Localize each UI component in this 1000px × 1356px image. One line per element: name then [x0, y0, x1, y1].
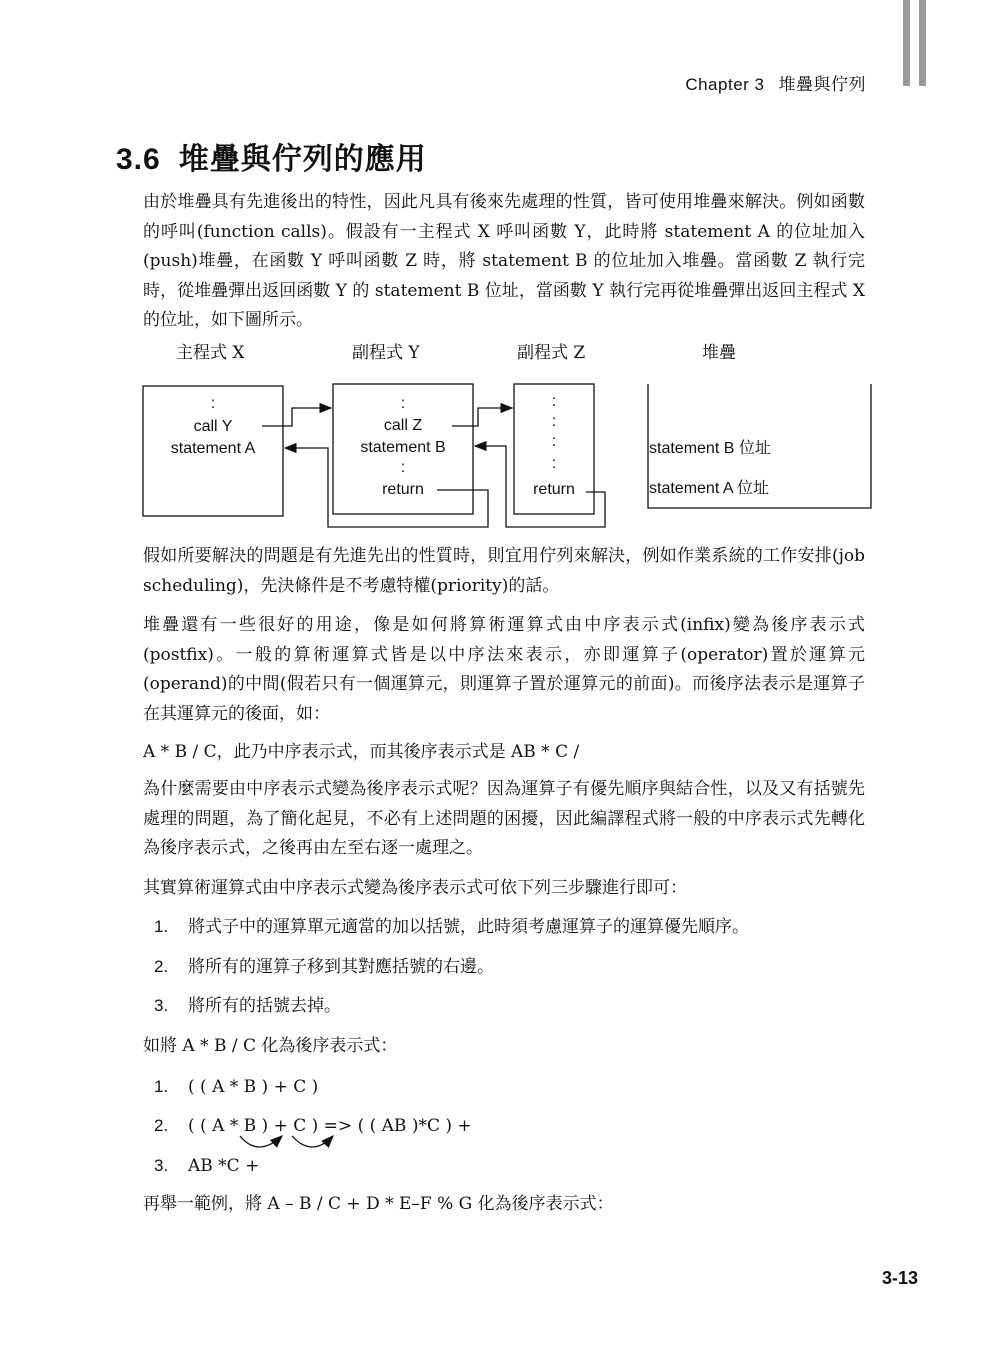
sub-y-statement-b: statement B [360, 439, 446, 456]
main-x-call-y: call Y [193, 418, 233, 435]
sub-y-call-z: call Z [383, 417, 423, 434]
figure-header-main: 主程式 X [176, 343, 245, 363]
queue-paragraph: 假如所要解決的問題是有先進先出的性質時，則宜用佇列來解決，例如作業系統的工作安排(job scheduling)，先決條件是不考慮特權(priority)的話。 [143, 546, 865, 596]
example-line: A * B / C，此乃中序表示式，而其後序表示式是 AB * C / [143, 742, 580, 762]
sub-z-dots: : [551, 393, 557, 410]
sub-z-return: return [533, 481, 575, 498]
figure-header-sub-z: 副程式 Z [517, 343, 586, 363]
figure-header-stack: 堆疊 [702, 343, 736, 363]
figure-header-sub-y: 副程式 Y [352, 343, 420, 363]
steps-intro: 其實算術運算式由中序表示式變為後序表示式可依下列三步驟進行即可： [143, 878, 687, 898]
step-item: 3. 將所有的括號去掉。 [154, 996, 341, 1016]
step-item: 2. 將所有的運算子移到其對應括號的右邊。 [154, 957, 494, 977]
convert-step: 2. ( ( A * B ) + C ) => ( ( AB )*C ) + [154, 1116, 472, 1136]
sub-y-return: return [382, 481, 424, 498]
sub-z-dots: : [551, 413, 557, 430]
sub-z-dots: : [551, 433, 557, 450]
page-number: 3-13 [881, 1268, 918, 1288]
step-item: 1. 將式子中的運算單元適當的加以括號，此時須考慮運算子的運算優先順序。 [154, 917, 749, 937]
stack-use-paragraph: 堆疊還有一些很好的用途，像是如何將算術運算式由中序表示式(infix)變為後序表示式(postfix)。一般的算術運算式皆是以中序法來表示，亦即運算子(operator)置於運算元(operand)的中間(假若只有一個運算元，則運算子置於運算元的前面)。而後序法表示是運算子在其運算元的後面，如： [143, 615, 865, 724]
stack-entry-a: statement A 位址 [649, 480, 770, 497]
main-x-dots: : [210, 395, 216, 412]
another-example-line: 再舉一範例，將 A – B / C + D * E–F % G 化為後序表示式： [143, 1194, 614, 1214]
sub-y-dots-bottom: : [400, 459, 406, 476]
section-heading: 堆疊與佇列的應用 [178, 143, 427, 176]
section-number: 3.6 [116, 143, 161, 176]
main-x-statement-a: statement A [170, 440, 256, 457]
convert-step: 1. ( ( A * B ) + C ) [154, 1077, 319, 1097]
intro-paragraph: 由於堆疊具有先進後出的特性，因此凡具有後來先處理的性質，皆可使用堆疊來解決。例如函數的呼叫(function calls)。假設有一主程式 X 呼叫函數 Y，此時將 statement A 的位址加入(push)堆疊，在函數 Y 呼叫函數 Z 時，將 statement B 的位址加入堆疊。當函數 Z 執行完時，從堆疊彈出返回函數 Y 的 statement B 位址，當函數 Y 執行完再從堆疊彈出返回主程式 X 的位址，如下圖所示。 [143, 192, 865, 330]
convert-step: 3. AB *C + [154, 1156, 260, 1176]
convert-intro: 如將 A * B / C 化為後序表示式： [143, 1036, 398, 1056]
chapter-label: Chapter 3 [685, 75, 765, 94]
sub-y-dots-top: : [400, 395, 406, 412]
chapter-title: 堆疊與佇列 [778, 75, 866, 94]
stack-entry-b: statement B 位址 [649, 440, 771, 457]
why-paragraph: 為什麼需要由中序表示式變為後序表示式呢？因為運算子有優先順序與結合性，以及又有括號先處理的問題，為了簡化起見，不必有上述問題的困擾，因此編譯程式將一般的中序表示式先轉化為後序表示式，之後再由左至右逐一處理之。 [143, 779, 865, 858]
sub-z-dots: : [551, 455, 557, 472]
